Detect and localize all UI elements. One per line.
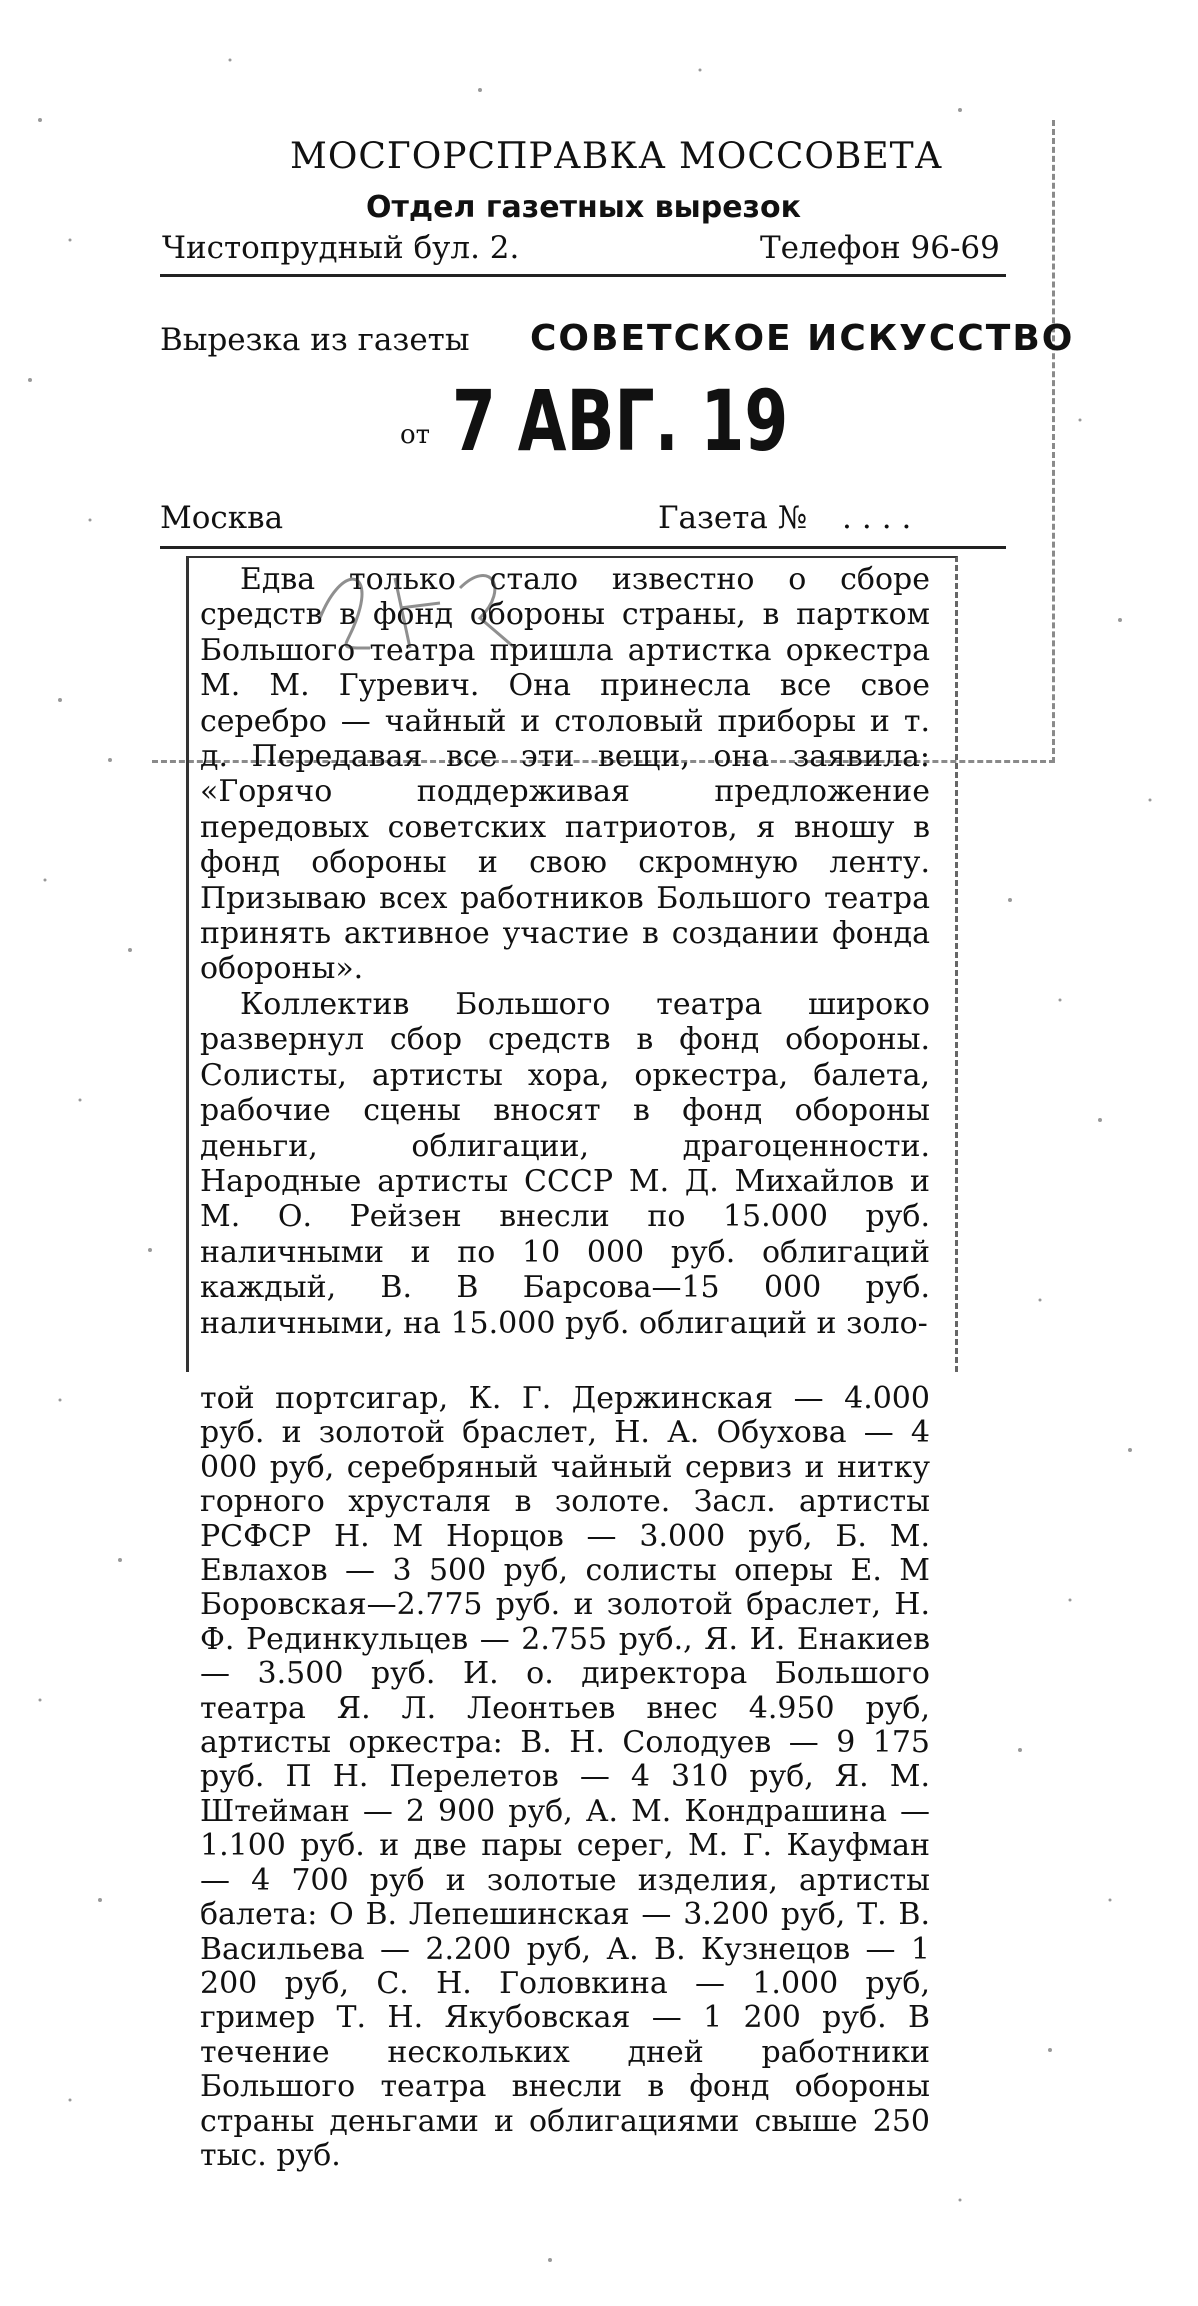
city: Москва: [160, 500, 284, 536]
newspaper-name: СОВЕТСКОЕ ИСКУССТВО: [530, 318, 1075, 359]
date-prefix: от: [400, 420, 431, 450]
cut-from-label: Вырезка из газеты: [160, 322, 470, 358]
gazeta-number-dots: ....: [842, 500, 922, 536]
article-column-top: [200, 562, 930, 1341]
article-paragraph-2: Коллектив Большого театра широко развернул сбор средств в фонд обороны. Солисты, артисты хора, оркестра, балета, рабочие сцены вносят в фонд обороны деньги, облигации, драгоценности. Народные артисты СССР М. Д. Михайлов и М. О. Рейзен внесли по 15.000 руб. наличными и по 10 000 руб. облигаций каждый, В. В Барсова—15 000 руб. наличными, на 15.000 руб. облигаций и золо-: [200, 986, 930, 1341]
header-bottom-rule: [160, 546, 1006, 549]
organization-name: МОСГОРСПРАВКА МОССОВЕТА: [290, 136, 943, 177]
phone: Телефон 96-69: [760, 230, 1000, 266]
address: Чистопрудный бул. 2.: [162, 230, 520, 266]
date-stamp: 7 АВГ. 19: [452, 372, 789, 470]
header-rule: [160, 274, 1006, 277]
article-column-bottom: [200, 1382, 930, 2173]
department-name: Отдел газетных вырезок: [366, 190, 801, 225]
article-paragraph-3: той портсигар, К. Г. Держинская — 4.000 руб. и золотой браслет, Н. А. Обухова — 4 000 руб, серебряный чайный сервиз и нитку горного хрусталя в золоте. Засл. артисты РСФСР Н. М Норцов — 3.000 руб, Б. М. Евлахов — 3 500 руб, солисты оперы Е. М Боровская—2.775 руб. и золотой браслет, Н. Ф. Рединкульцев — 2.755 руб., Я. И. Енакиев — 3.500 руб. И. о. директора Большого театра Я. Л. Леонтьев внес 4.950 руб, артисты оркестра: В. Н. Солодуев — 9 175 руб. П Н. Перелетов — 4 310 руб, Я. М. Штейман — 2 900 руб, А. М. Кондрашина — 1.100 руб. и две пары серег, М. Г. Кауфман — 4 700 руб и золотые изделия, артисты балета: О В. Лепешинская — 3.200 руб, Т. В. Васильева — 2.200 руб, А. В. Кузнецов — 1 200 руб, С. Н. Головкина — 1.000 руб, гример Т. Н. Якубовская — 1 200 руб. В течение нескольких дней работники Большого театра внесли в фонд обороны страны деньгами и облигациями свыше 250 тыс. руб.: [200, 1381, 930, 2173]
article-paragraph-1: Едва только стало известно о сборе средств в фонд обороны страны, в партком Большого театра пришла артистка оркестра М. М. Гуревич. Она принесла все свое серебро — чайный и столовый приборы и т. д. Передавая все эти вещи, она заявила: «Горячо поддерживая предложение передовых советских патриотов, я вношу в фонд обороны и свою скромную ленту. Призываю всех работников Большого театра принять активное участие в создании фонда обороны».: [200, 562, 930, 987]
handwritten-number-mark: [300, 548, 540, 668]
gazeta-number-label: Газета №: [658, 500, 808, 536]
